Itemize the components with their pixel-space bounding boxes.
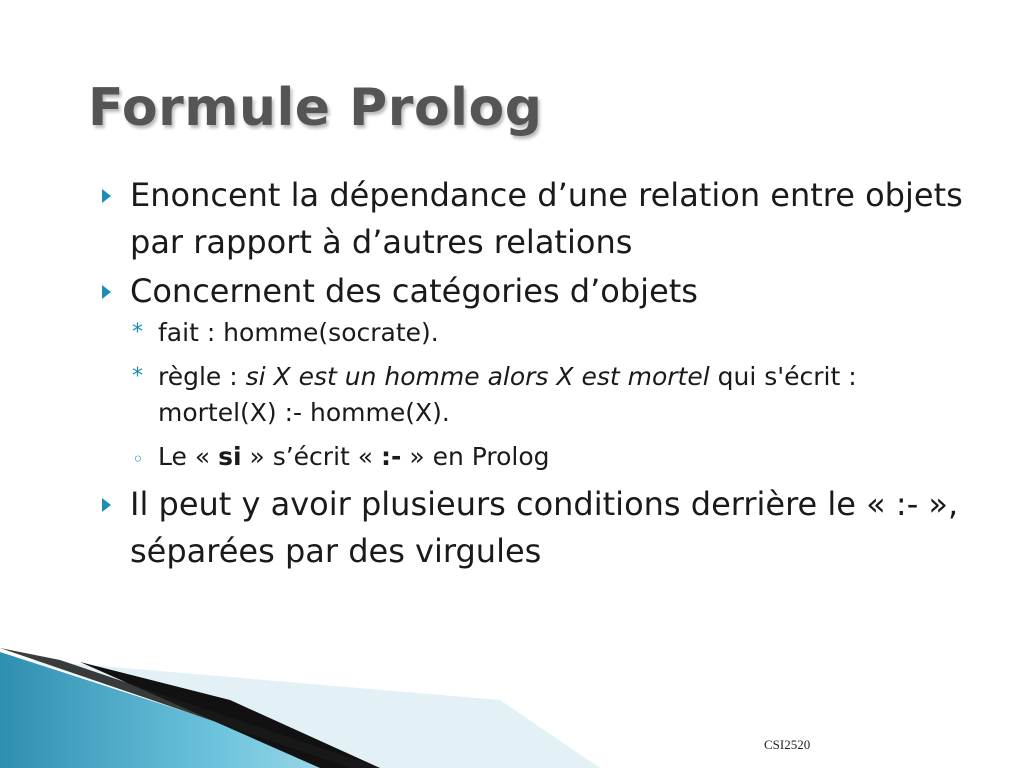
si-pre: Le « bbox=[158, 442, 219, 471]
regle-suffix: qui s'écrit : mortel(X) :- homme(X). bbox=[158, 362, 857, 427]
bullet-text: Enoncent la dépendance d’une relation entre objets par rapport à d’autres relations bbox=[130, 176, 963, 261]
si-bold: si bbox=[218, 442, 242, 471]
sub-bullet-fait bbox=[100, 315, 980, 351]
bullet-text: Il peut y avoir plusieurs conditions derrière le « :- », séparées par des virgules bbox=[130, 485, 959, 570]
bullet-item-2 bbox=[100, 268, 980, 315]
sub-bullet-text: fait : homme(socrate). bbox=[158, 318, 439, 347]
asterisk-bullet-icon: * bbox=[132, 364, 143, 389]
si-operator: :- bbox=[381, 442, 402, 471]
ring-bullet-icon: ◦ bbox=[132, 447, 144, 471]
slide-title: Formule Prolog bbox=[88, 78, 543, 138]
triangle-bullet-icon bbox=[102, 285, 111, 299]
regle-italic: si X est un homme alors X est mortel bbox=[245, 362, 710, 391]
si-mid: » s’écrit « bbox=[241, 442, 382, 471]
bullet-item-3 bbox=[100, 481, 980, 575]
triangle-bullet-icon bbox=[102, 189, 111, 203]
footer-label: CSI2520 bbox=[764, 737, 811, 752]
regle-prefix: règle : bbox=[158, 362, 246, 391]
triangle-bullet-icon bbox=[102, 498, 111, 512]
sub-bullet-regle bbox=[100, 359, 980, 431]
sub-bullet-si bbox=[100, 439, 980, 475]
bullet-item-1 bbox=[100, 172, 980, 266]
asterisk-bullet-icon: * bbox=[132, 320, 143, 345]
bullet-text: Concernent des catégories d’objets bbox=[130, 272, 698, 310]
si-post: » en Prolog bbox=[401, 442, 550, 471]
slide-body bbox=[100, 172, 980, 575]
